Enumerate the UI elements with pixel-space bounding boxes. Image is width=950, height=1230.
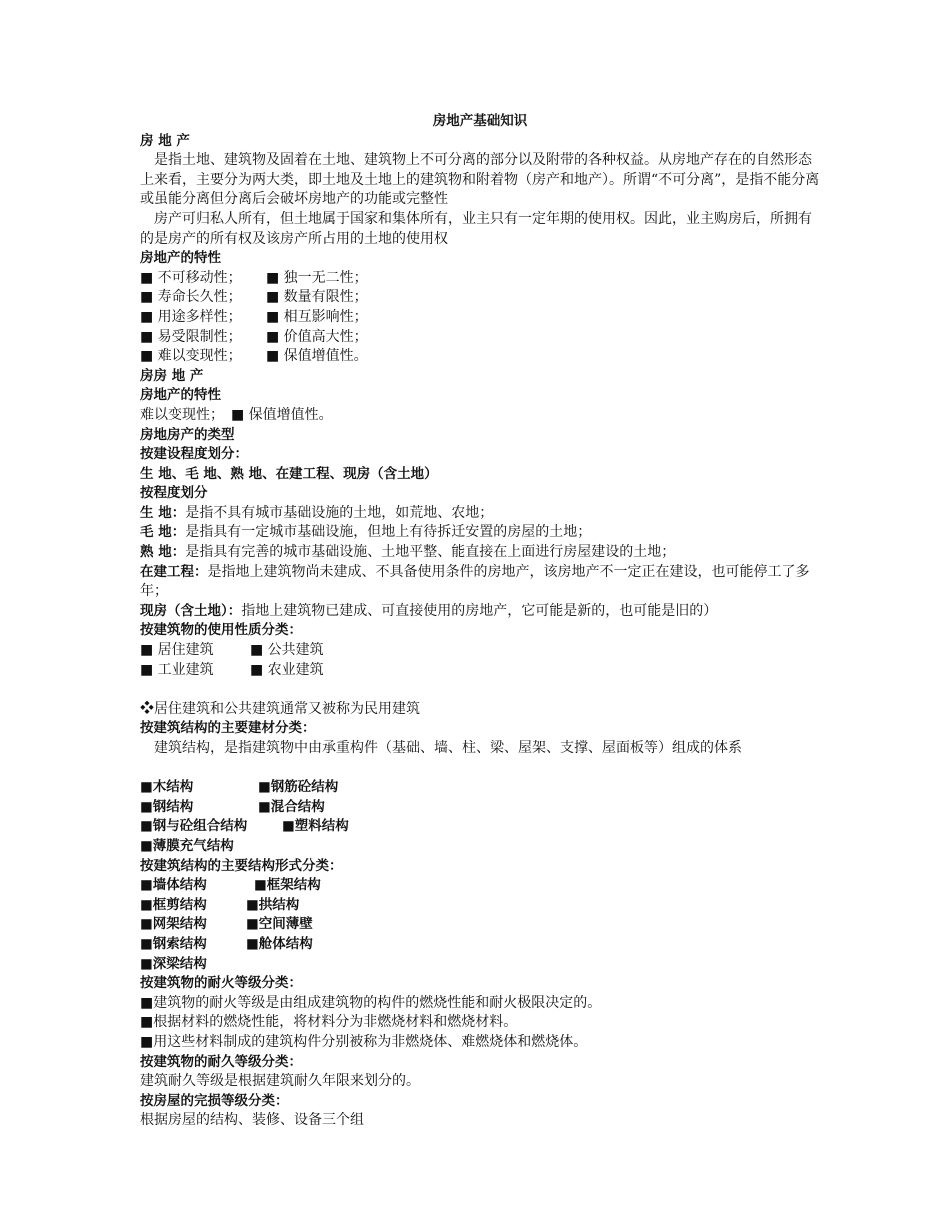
list-item: ■框剪结构: [140, 896, 207, 913]
list-item: ■建筑物的耐火等级是由组成建筑物的构件的燃烧性能和耐火极限决定的。: [140, 994, 602, 1011]
list-item: ■根据材料的燃烧性能，将材料分为非燃烧材料和燃烧材料。: [140, 1014, 518, 1031]
paragraph: 建筑耐久等级是根据建筑耐久年限来划分的。: [140, 1073, 420, 1090]
list-item: ■用这些材料制成的建筑构件分别被称为非燃烧体、难燃烧体和燃烧体。: [140, 1033, 588, 1050]
definition: [140, 563, 820, 602]
section-heading: 房房 地 产: [140, 367, 204, 384]
definition-text: 是指不具有城市基础设施的土地，如荒地、农地；: [185, 504, 494, 521]
list-row: [140, 896, 820, 916]
definition-text: 是指地上建筑物尚未建成、不具备使用条件的房地产，该房地产不一定正在建设，也可能停工了多年；: [140, 563, 810, 600]
list-item: ■ 不可移动性；: [140, 269, 242, 286]
document-page: [140, 112, 820, 1131]
list-item: ■拱结构: [246, 896, 300, 913]
paragraph: 根据房屋的结构、装修、设备三个组: [140, 1112, 364, 1129]
definition: [140, 523, 820, 543]
list-item: ■钢索结构: [140, 935, 207, 952]
definition-term: 毛 地：: [140, 524, 186, 541]
definition: [140, 543, 820, 563]
list-item: ■深梁结构: [140, 955, 207, 972]
list-row: [140, 837, 820, 857]
note: ❖居住建筑和公共建筑通常又被称为民用建筑: [140, 700, 420, 717]
list-item: ■舱体结构: [246, 935, 313, 952]
section-heading: 房 地 产: [140, 132, 190, 149]
list-row: [140, 798, 820, 818]
definition-term: 熟 地：: [140, 544, 186, 561]
list-item: ■框架结构: [254, 877, 321, 894]
list-row: [140, 817, 820, 837]
paragraph: 难以变现性； ■ 保值增值性。: [140, 406, 333, 423]
list-item: ■木结构: [140, 779, 194, 796]
list-row: [140, 935, 820, 955]
list-row: [140, 288, 820, 308]
definition-text: 是指具有一定城市基础设施，但地上有待拆迁安置的房屋的土地；: [185, 524, 592, 541]
paragraph: 房产可归私人所有，但土地属于国家和集体所有，业主只有一定年期的使用权。因此，业主购房后，所拥有的是房产的所有权及该房产所占用的土地的使用权: [140, 210, 812, 247]
list-item: ■墙体结构: [140, 877, 207, 894]
definition: [140, 602, 820, 622]
paragraph: 建筑结构，是指建筑物中由承重构件（基础、墙、柱、梁、屋架、支撑、屋面板等）组成的体系: [154, 740, 742, 756]
document-title: 房地产基础知识: [432, 113, 528, 129]
list-item: ■网架结构: [140, 916, 207, 933]
list-item: ■ 公共建筑: [250, 642, 324, 659]
list-row: [140, 915, 820, 935]
list-item: ■薄膜充气结构: [140, 837, 234, 854]
list-item: ■ 数量有限性；: [266, 289, 368, 306]
section-heading: 按建筑物的耐火等级分类：: [140, 975, 302, 992]
section-heading: 按建筑物的耐久等级分类：: [140, 1053, 302, 1070]
section-heading: 房地产的特性: [140, 250, 221, 267]
list-item: ■塑料结构: [282, 818, 349, 835]
list-row: [140, 641, 820, 661]
list-item: ■钢与砼组合结构: [140, 818, 248, 835]
list-item: ■ 居住建筑: [140, 642, 214, 659]
list-row: [140, 955, 820, 975]
section-heading: 按房屋的完损等级分类：: [140, 1092, 289, 1109]
list-row: [140, 347, 820, 367]
list-row: [140, 876, 820, 896]
list-item: ■ 独一无二性；: [266, 269, 368, 286]
list-item: ■ 用途多样性；: [140, 308, 242, 325]
definition: [140, 504, 820, 524]
definition-text: 是指具有完善的城市基础设施、土地平整、能直接在上面进行房屋建设的土地；: [185, 544, 676, 561]
section-heading: 按程度划分: [140, 485, 208, 502]
section-heading: 按建筑结构的主要结构形式分类：: [140, 857, 343, 874]
list-item: ■ 寿命长久性；: [140, 289, 242, 306]
list-item: ■混合结构: [258, 798, 325, 815]
bold-list: 生 地、毛 地、熟 地、在建工程、现房（含土地）: [140, 465, 438, 482]
definition-term: 现房（含土地）：: [140, 602, 242, 619]
list-item: ■ 工业建筑: [140, 661, 214, 678]
list-item: ■ 农业建筑: [250, 661, 324, 678]
definition-term: 在建工程：: [140, 563, 208, 580]
list-item: ■钢筋砼结构: [258, 779, 339, 796]
list-item: ■空间薄壁: [246, 916, 313, 933]
list-item: ■ 价值高大性；: [266, 328, 368, 345]
definition-text: 指地上建筑物已建成、可直接使用的房地产，它可能是新的，也可能是旧的）: [241, 602, 718, 619]
section-heading: 房地房产的类型: [140, 426, 235, 443]
list-item: ■ 难以变现性；: [140, 348, 242, 365]
definition-term: 生 地：: [140, 504, 186, 521]
section-heading: 按建筑物的使用性质分类：: [140, 622, 302, 639]
list-row: [140, 269, 820, 289]
list-item: ■ 相互影响性；: [266, 308, 368, 325]
list-row: [140, 308, 820, 328]
section-heading: 房地产的特性: [140, 387, 221, 404]
list-row: [140, 778, 820, 798]
list-item: ■ 保值增值性。: [266, 348, 368, 365]
list-item: ■ 易受限制性；: [140, 328, 242, 345]
list-row: [140, 328, 820, 348]
section-heading: 按建筑结构的主要建材分类：: [140, 720, 316, 737]
section-heading: 按建设程度划分：: [140, 446, 248, 463]
paragraph: 是指土地、建筑物及固着在土地、建筑物上不可分离的部分以及附带的各种权益。从房地产存在的自然形态上来看，主要分为两大类，即土地及土地上的建筑物和附着物（房产和地产）。所谓“不可分离”，是指不能分离或虽能分离但分离后会破坏房地产的功能或完整性: [140, 152, 820, 208]
list-row: [140, 661, 820, 681]
list-item: ■钢结构: [140, 798, 194, 815]
